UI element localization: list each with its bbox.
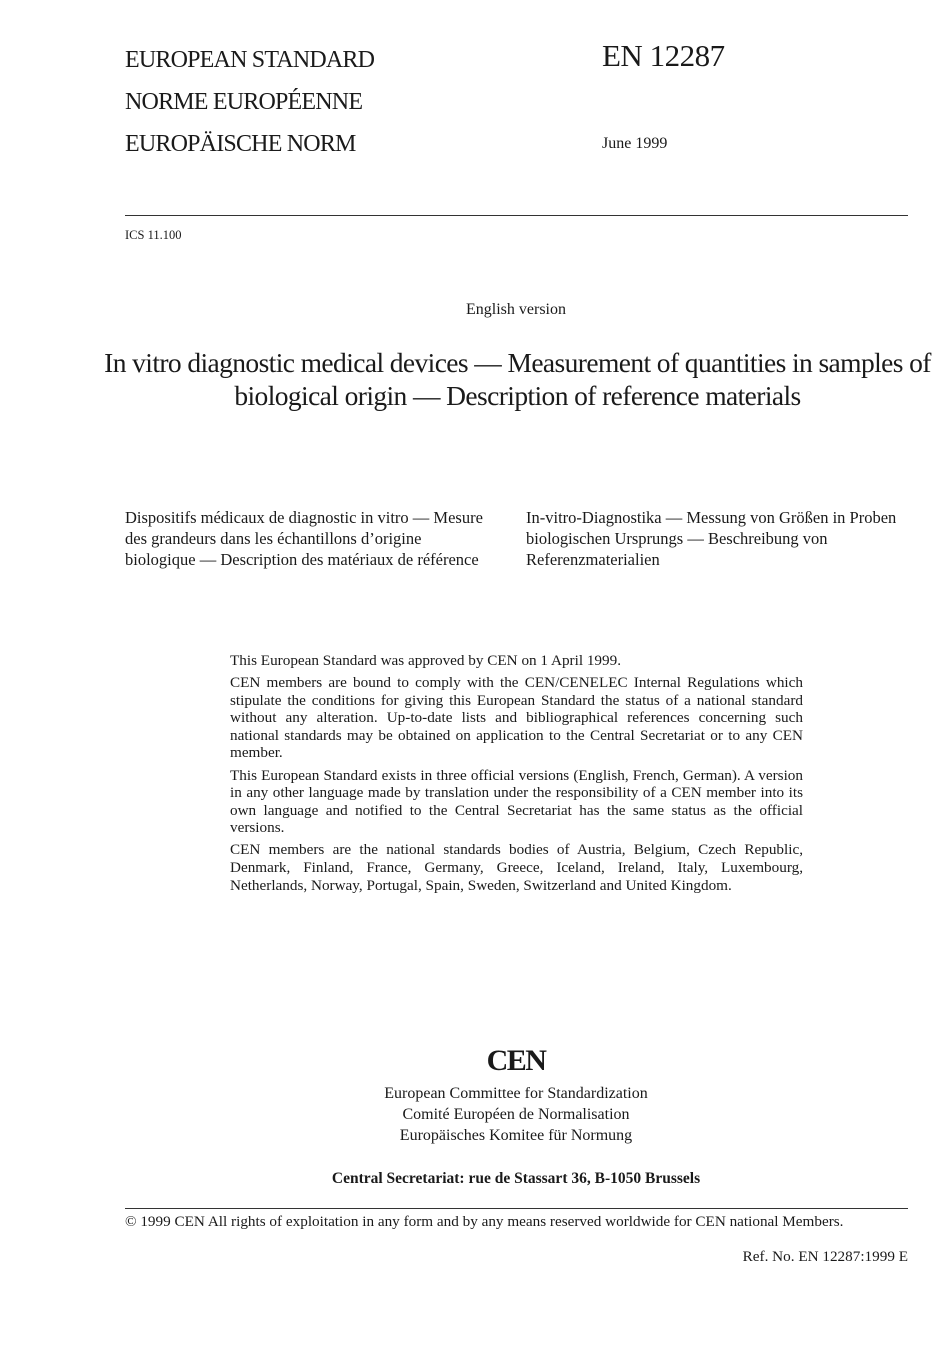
central-secretariat-address: Central Secretariat: rue de Stassart 36, B-1050 Brussels <box>331 1170 701 1187</box>
compliance-note: CEN members are bound to comply with the CEN/CENELEC Internal Regulations which stipulate the conditions for giving this European Standard the status of a national standard without any alteration. Up-to-date lists and bibliographical references concerning such national standards may be obtained on application to the Central Secretariat or to any CEN member. <box>230 674 803 762</box>
title-german: In-vitro-Diagnostika — Messung von Größen in Proben biologischen Ursprungs — Beschreibung von Referenzmaterialien <box>526 508 897 569</box>
standard-name-english: EUROPEAN STANDARD <box>125 47 375 73</box>
committee-name-french: Comité Européen de Normalisation <box>402 1106 630 1123</box>
committee-name-english: European Committee for Standardization <box>384 1085 648 1102</box>
approval-notes <box>230 652 803 899</box>
reference-number: Ref. No. EN 12287:1999 E <box>742 1248 908 1265</box>
committee-names <box>0 1083 950 1146</box>
title-french: Dispositifs médicaux de diagnostic in vitro — Mesure des grandeurs dans les échantillons d’origine biologique — Description des matériaux de référence <box>125 508 483 569</box>
committee-name-german: Europäisches Komitee für Normung <box>399 1127 633 1144</box>
cen-logo: CEN <box>486 1044 546 1077</box>
ics-code: ICS 11.100 <box>125 228 182 242</box>
publication-date: June 1999 <box>602 135 668 152</box>
members-note: CEN members are the national standards bodies of Austria, Belgium, Czech Republic, Denmark, Finland, France, Germany, Greece, Iceland, Ireland, Italy, Luxembourg, Netherlands, Norway, Portugal, Spain, Sweden, Switzerland and United Kingdom. <box>230 841 803 894</box>
document-title: In vitro diagnostic medical devices — Measurement of quantities in samples of biological origin — Description of reference materials <box>104 347 931 411</box>
language-version: English version <box>466 301 566 318</box>
standard-name-german: EUROPÄISCHE NORM <box>125 131 356 157</box>
header-divider <box>125 215 908 216</box>
standard-name-french: NORME EUROPÉENNE <box>125 89 363 115</box>
versions-note: This European Standard exists in three official versions (English, French, German). A version in any other language made by translation under the responsibility of a CEN member into its own language and notified to the Central Secretariat has the same status as the official versions. <box>230 766 803 837</box>
footer-divider <box>125 1208 908 1209</box>
copyright-notice: © 1999 CEN All rights of exploitation in any form and by any means reserved worldwide for CEN national Members. <box>125 1213 844 1230</box>
approval-note: This European Standard was approved by CEN on 1 April 1999. <box>230 652 622 669</box>
standard-number: EN 12287 <box>602 38 725 73</box>
